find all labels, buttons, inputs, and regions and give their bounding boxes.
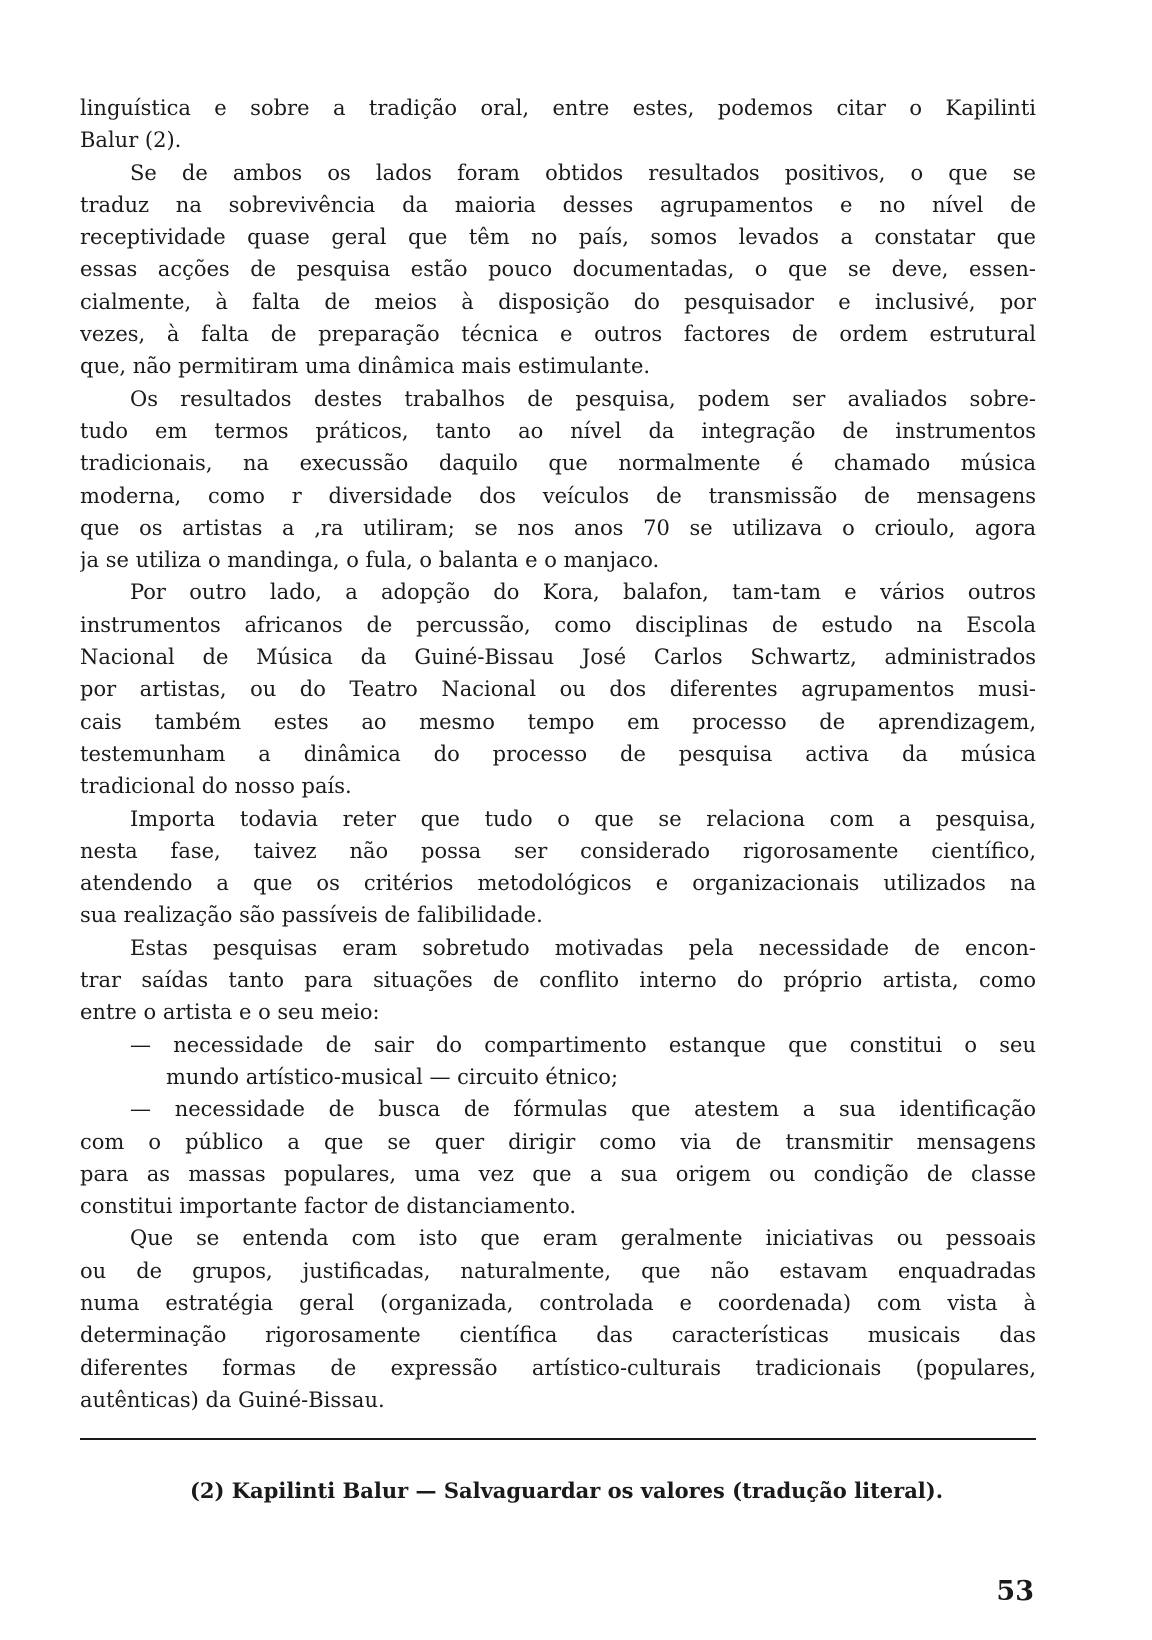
- text-line: tradicionais, na execussão daquilo que normalmente é chamado música: [80, 451, 1036, 476]
- text-line: trar saídas tanto para situações de conflito interno do próprio artista, como: [80, 968, 1036, 993]
- text-line: Por outro lado, a adopção do Kora, balafon, tam-tam e vários outros: [130, 580, 1036, 605]
- text-line: tradicional do nosso país.: [80, 774, 352, 799]
- text-line: determinação rigorosamente científica das características musicais das: [80, 1323, 1036, 1348]
- text-line: numa estratégia geral (organizada, controlada e coordenada) com vista à: [80, 1290, 1036, 1315]
- text-line: instrumentos africanos de percussão, como disciplinas de estudo na Escola: [80, 612, 1036, 637]
- text-line: entre o artista e o seu meio:: [80, 1000, 380, 1025]
- text-line: receptividade quase geral que têm no país, somos levados a constatar que: [80, 225, 1036, 250]
- footnote: (2) Kapilinti Balur — Salvaguardar os valores (tradução literal).: [190, 1478, 944, 1503]
- text-line: Balur (2).: [80, 128, 182, 153]
- text-line: tudo em termos práticos, tanto ao nível da integração de instrumentos: [80, 418, 1036, 443]
- text-line: nesta fase, taivez não possa ser considerado rigorosamente científico,: [80, 838, 1036, 863]
- text-line: Estas pesquisas eram sobretudo motivadas pela necessidade de encon-: [130, 935, 1036, 960]
- text-line: Importa todavia reter que tudo o que se relaciona com a pesquisa,: [130, 806, 1036, 831]
- text-line: mundo artístico-musical — circuito étnico;: [166, 1064, 619, 1089]
- text-line: testemunham a dinâmica do processo de pesquisa activa da música: [80, 741, 1036, 766]
- page-number: 53: [996, 1576, 1034, 1607]
- text-line: que os artistas a ,ra utiliram; se nos anos 70 se utilizava o crioulo, agora: [80, 515, 1036, 540]
- footnote-divider: [80, 1438, 1036, 1440]
- text-line: vezes, à falta de preparação técnica e outros factores de ordem estrutural: [80, 322, 1036, 347]
- text-line: com o público a que se quer dirigir como via de transmitir mensagens: [80, 1129, 1036, 1154]
- text-line: linguística e sobre a tradição oral, entre estes, podemos citar o Kapilinti: [80, 96, 1036, 120]
- text-line: por artistas, ou do Teatro Nacional ou dos diferentes agrupamentos musi-: [80, 677, 1036, 702]
- text-line: ja se utiliza o mandinga, o fula, o balanta e o manjaco.: [80, 548, 660, 573]
- text-line: cialmente, à falta de meios à disposição do pesquisador e inclusivé, por: [80, 289, 1036, 314]
- text-line: moderna, como r diversidade dos veículos de transmissão de mensagens: [80, 483, 1036, 508]
- text-line: autênticas) da Guiné-Bissau.: [80, 1387, 385, 1412]
- text-line: Nacional de Música da Guiné-Bissau José Carlos Schwartz, administrados: [80, 645, 1036, 670]
- text-line: constitui importante factor de distanciamento.: [80, 1194, 577, 1219]
- text-line: atendendo a que os critérios metodológicos e organizacionais utilizados na: [80, 871, 1036, 896]
- text-line: Se de ambos os lados foram obtidos resultados positivos, o que se: [130, 160, 1036, 185]
- text-line: Que se entenda com isto que eram geralmente iniciativas ou pessoais: [130, 1226, 1036, 1251]
- text-line: diferentes formas de expressão artístico-culturais tradicionais (populares,: [80, 1355, 1036, 1380]
- text-line: ou de grupos, justificadas, naturalmente, que não estavam enquadradas: [80, 1258, 1036, 1283]
- text-line: — necessidade de busca de fórmulas que atestem a sua identificação: [130, 1097, 1036, 1122]
- text-line: essas acções de pesquisa estão pouco documentadas, o que se deve, essen-: [80, 257, 1036, 282]
- text-line: — necessidade de sair do compartimento estanque que constitui o seu: [130, 1032, 1036, 1057]
- text-line: que, não permitiram uma dinâmica mais estimulante.: [80, 354, 651, 379]
- text-line: Os resultados destes trabalhos de pesquisa, podem ser avaliados sobre-: [130, 386, 1036, 411]
- text-line: para as massas populares, uma vez que a sua origem ou condição de classe: [80, 1161, 1036, 1186]
- text-line: sua realização são passíveis de falibilidade.: [80, 903, 543, 928]
- body-text: [80, 92, 1036, 1416]
- text-line: cais também estes ao mesmo tempo em processo de aprendizagem,: [80, 709, 1036, 734]
- text-line: traduz na sobrevivência da maioria desses agrupamentos e no nível de: [80, 192, 1036, 217]
